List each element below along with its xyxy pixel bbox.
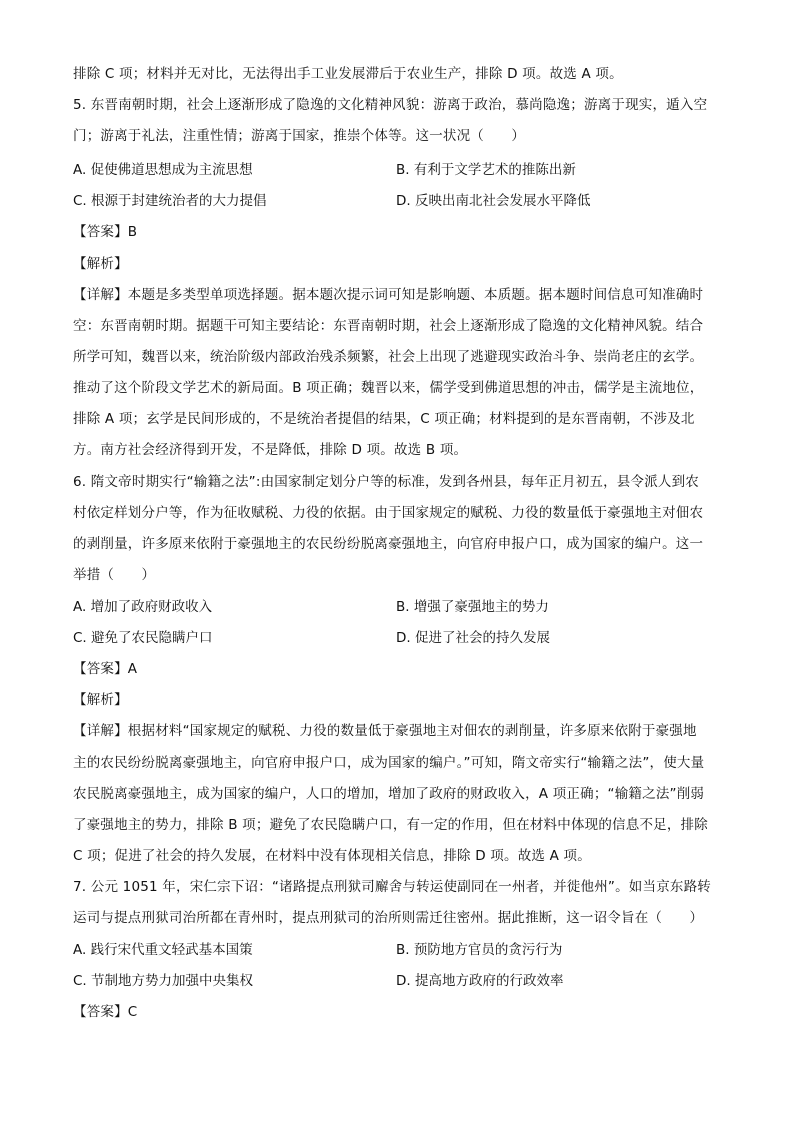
text-line: 排除 C 项；材料并无对比，无法得出手工业发展滞后于农业生产，排除 D 项。故选 A 项。: [73, 66, 623, 82]
q5-detail: 排除 A 项；玄学是民间形成的，不是统治者提倡的结果，C 项正确；材料提到的是东晋南朝，不涉及北: [73, 411, 695, 427]
q5-detail: 【详解】本题是多类型单项选择题。据本题次提示词可知是影响题、本质题。据本题时间信息可知准确时: [73, 287, 704, 303]
question-6-stem: 举措（ ）: [73, 567, 156, 583]
q5-detail: 推动了这个阶段文学艺术的新局面。B 项正确；魏晋以来，儒学受到佛道思想的冲击，儒学是主流地位，: [73, 380, 704, 396]
q6-detail: 【详解】根据材料“国家规定的赋税、力役的数量低于豪强地主对佃农的剥削量，许多原来依附于豪强地: [73, 723, 697, 739]
q6-analysis-label: 【解析】: [73, 692, 128, 708]
q5-answer: 【答案】B: [73, 224, 138, 240]
question-6-stem: 6. 隋文帝时期实行“输籍之法”:由国家制定划分户等的标准，发到各州县，每年正月初五，县令派人到农: [73, 474, 700, 490]
q5-option-d: D. 反映出南北社会发展水平降低: [396, 193, 591, 209]
q6-option-c: C. 避免了农民隐瞒户口: [73, 630, 213, 646]
question-5-stem: 门；游离于礼法，注重性情；游离于国家，推崇个体等。这一状况（ ）: [73, 128, 526, 144]
q6-option-b: B. 增强了豪强地主的势力: [396, 599, 549, 615]
q5-option-a: A. 促使佛道思想成为主流思想: [73, 162, 253, 178]
question-6-stem: 的剥削量，许多原来依附于豪强地主的农民纷纷脱离豪强地主，向官府申报户口，成为国家的编户。这一: [73, 536, 704, 552]
q7-option-a: A. 践行宋代重文轻武基本国策: [73, 942, 253, 958]
q7-option-b: B. 预防地方官员的贪污行为: [396, 942, 563, 958]
q5-option-c: C. 根源于封建统治者的大力提倡: [73, 193, 267, 209]
q6-detail: C 项；促进了社会的持久发展，在材料中没有体现相关信息，排除 D 项。故选 A 项。: [73, 848, 591, 864]
q7-answer: 【答案】C: [73, 1004, 138, 1020]
q6-detail: 农民脱离豪强地主，成为国家的编户，人口的增加，增加了政府的财政收入，A 项正确；“输籍之法”削弱: [73, 786, 705, 802]
q5-analysis-label: 【解析】: [73, 256, 128, 272]
question-7-stem: 运司与提点刑狱司治所都在青州时，提点刑狱司的治所则需迁往密州。据此推断，这一诏令旨在（ ）: [73, 910, 704, 926]
q6-detail: 了豪强地主的势力，排除 B 项；避免了农民隐瞒户口，有一定的作用，但在材料中体现的信息不足，排除: [73, 817, 708, 833]
q7-option-c: C. 节制地方势力加强中央集权: [73, 973, 254, 989]
q5-detail: 所学可知，魏晋以来，统治阶级内部政治残杀频繁，社会上出现了逃避现实政治斗争、崇尚老庄的玄学。: [73, 349, 704, 365]
q5-option-b: B. 有利于文学艺术的推陈出新: [396, 162, 576, 178]
q7-option-d: D. 提高地方政府的行政效率: [396, 973, 564, 989]
question-6-stem: 村依定样划分户等，作为征收赋税、力役的依据。由于国家规定的赋税、力役的数量低于豪强地主对佃农: [73, 505, 704, 521]
question-5-stem: 5. 东晋南朝时期，社会上逐渐形成了隐逸的文化精神风貌：游离于政治，慕尚隐逸；游离于现实，遁入空: [73, 97, 708, 113]
question-7-stem: 7. 公元 1051 年，宋仁宗下诏：“诸路提点刑狱司廨舍与转运使副同在一州者，并徙他州”。如当京东路转: [73, 879, 711, 895]
q6-detail: 主的农民纷纷脱离豪强地主，向官府申报户口，成为国家的编户。”可知，隋文帝实行“输籍之法”，使大量: [73, 755, 705, 771]
q5-detail: 空：东晋南朝时期。据题干可知主要结论：东晋南朝时期，社会上逐渐形成了隐逸的文化精神风貌。结合: [73, 318, 704, 334]
q6-option-d: D. 促进了社会的持久发展: [396, 630, 550, 646]
q6-answer: 【答案】A: [73, 661, 138, 677]
q5-detail: 方。南方社会经济得到开发，不是降低，排除 D 项。故选 B 项。: [73, 442, 468, 458]
q6-option-a: A. 增加了政府财政收入: [73, 599, 213, 615]
